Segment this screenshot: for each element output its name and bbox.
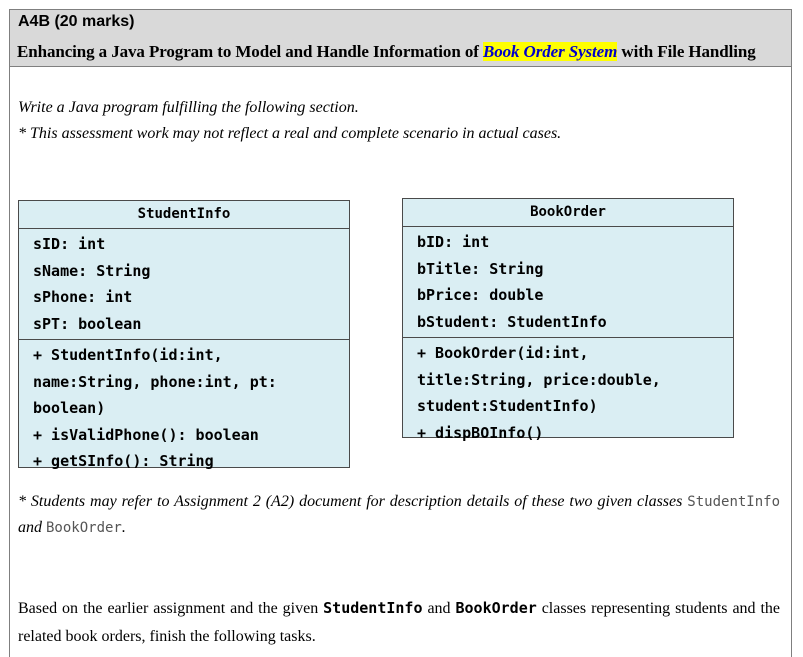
uml-method: + getSInfo(): String (33, 452, 214, 470)
code-studentinfo: StudentInfo (323, 599, 423, 617)
section-title (17, 42, 756, 62)
uml-method: + StudentInfo(id:int, (33, 346, 223, 364)
uml-attribute: bStudent: StudentInfo (417, 312, 607, 331)
uml-attribute: bPrice: double (417, 286, 544, 304)
uml-method: student:StudentInfo) (417, 397, 598, 415)
reference-note: * Students may refer to Assignment 2 (A2) document for description details of these two given classes StudentInfo and BookOrder. (18, 493, 781, 536)
uml-method: + isValidPhone(): boolean (33, 425, 259, 444)
section-marks: A4B (20 marks) (18, 13, 135, 30)
uml-class-name: BookOrder (403, 199, 733, 227)
uml-attribute: bTitle: String (417, 259, 544, 278)
title-suffix: with File Handling (621, 42, 756, 61)
title-highlight: Book Order System (482, 42, 618, 61)
uml-class-name: StudentInfo (19, 201, 349, 229)
uml-method: name:String, phone:int, pt: (33, 372, 277, 391)
intro-text (18, 95, 561, 147)
uml-class-studentinfo (18, 200, 350, 468)
intro-line-2: * This assessment work may not reflect a real and complete scenario in actual cases. (18, 125, 562, 142)
uml-methods (403, 338, 733, 448)
code-studentinfo: StudentInfo (687, 494, 781, 510)
section-header (10, 10, 791, 67)
uml-methods (19, 340, 349, 477)
uml-method: boolean) (33, 399, 106, 417)
task-paragraph: Based on the earlier assignment and the given StudentInfo and BookOrder classes representing students and the related book orders, finish the following tasks. (18, 599, 781, 645)
uml-method: title:String, price:double, (417, 370, 661, 389)
uml-attribute: bID: int (417, 233, 490, 251)
code-bookorder: BookOrder (455, 599, 537, 617)
uml-attribute: sPT: boolean (33, 314, 142, 333)
uml-attribute: sName: String (33, 261, 151, 280)
uml-attributes (403, 227, 733, 338)
uml-attribute: sID: int (33, 235, 106, 253)
uml-method: + BookOrder(id:int, (417, 344, 589, 362)
uml-attribute: sPhone: int (33, 288, 133, 306)
uml-method: + dispBOInfo() (417, 423, 544, 442)
code-bookorder: BookOrder (46, 520, 122, 536)
title-prefix: Enhancing a Java Program to Model and Handle Information of (17, 42, 479, 61)
intro-line-1: Write a Java program fulfilling the following section. (18, 99, 359, 116)
uml-class-bookorder (402, 198, 734, 442)
uml-attributes (19, 229, 349, 340)
